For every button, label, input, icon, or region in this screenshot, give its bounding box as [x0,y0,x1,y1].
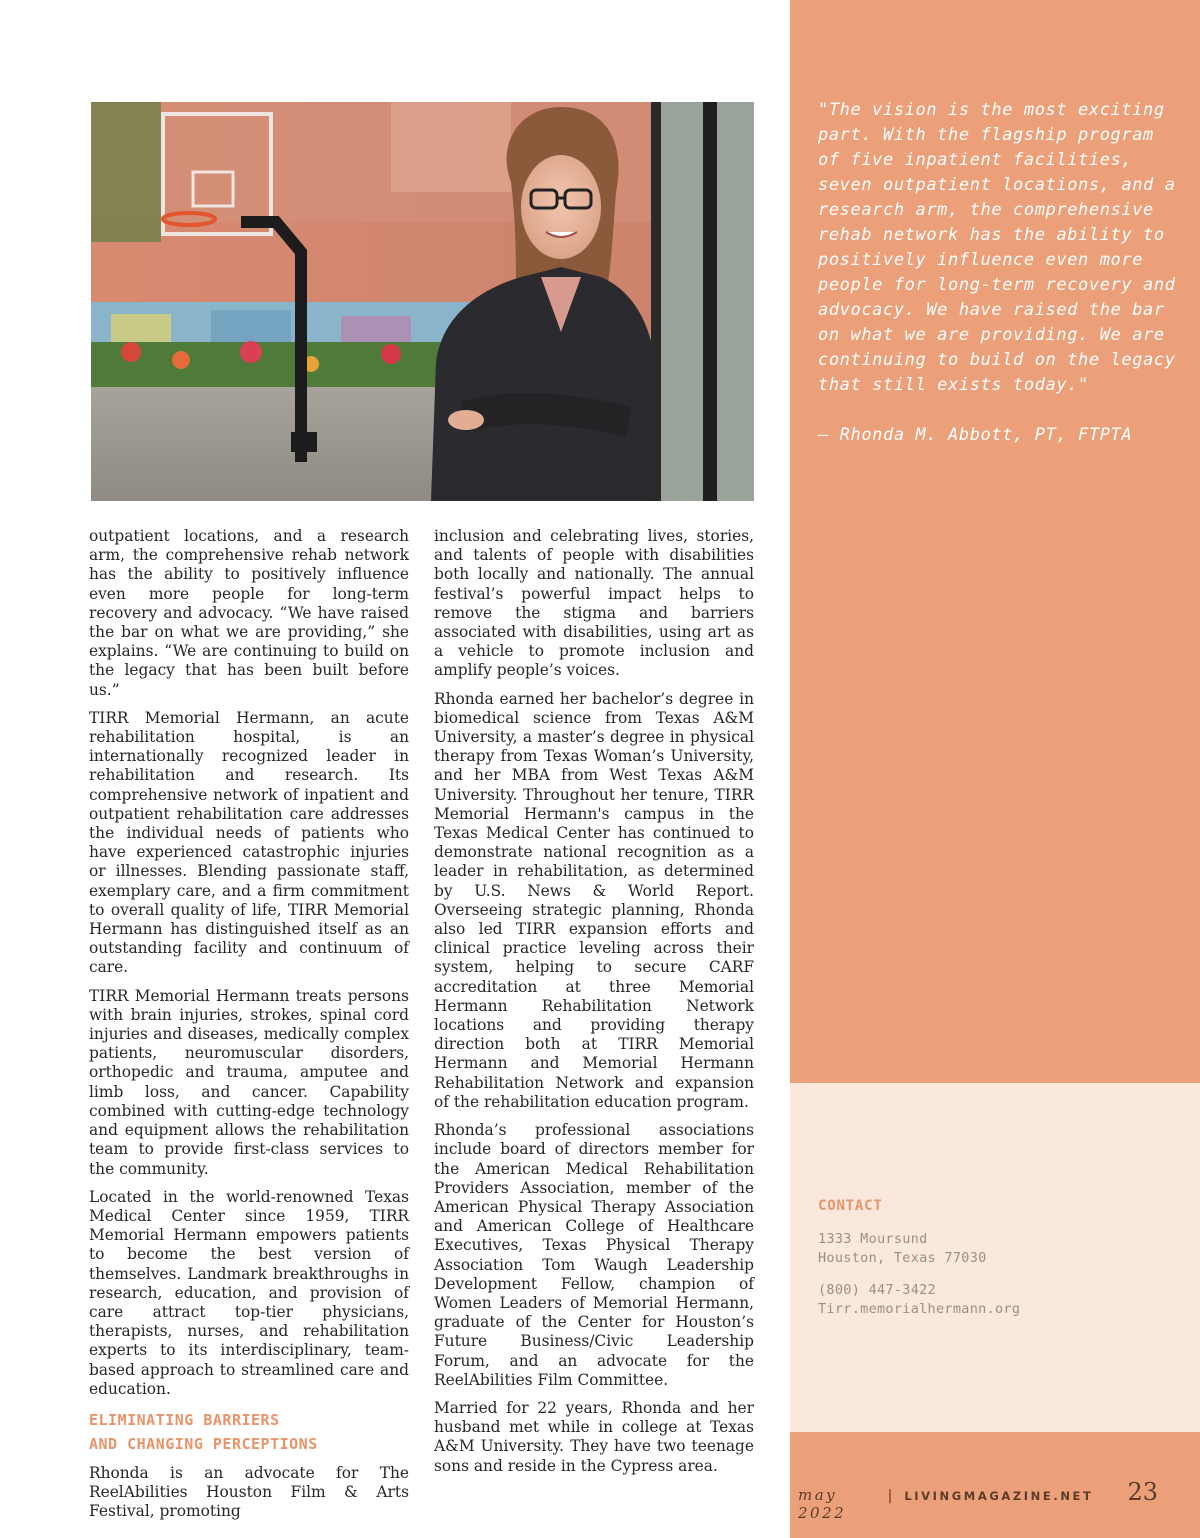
address-line1: 1333 Moursund [818,1231,928,1247]
article-paragraph: outpatient locations, and a research arm, the comprehensive rehab network has the ability to positively influence even more people for long-term recovery and advocacy. “We have raised the bar on what we are providing,” she explains. “We are continuing to build on the legacy that has been built before us.” [89,527,409,699]
portrait-photo [91,102,754,501]
article-paragraph: TIRR Memorial Hermann treats persons with brain injuries, strokes, spinal cord injuries and diseases, medically complex patients, neuromuscular disorders, orthopedic and trauma, amputee and limb loss, and cancer. Capability combined with cutting-edge technology and equipment allows the rehabilitation team to provide first-class services to the community. [89,986,409,1178]
phone-number: (800) 447-3422 [818,1282,936,1298]
pull-quote-attribution: – Rhonda M. Abbott, PT, FTPTA [818,425,1133,445]
photo-illustration [91,102,754,501]
contact-address [818,1230,1158,1268]
article-column-right [434,527,754,1485]
pull-quote-text: "The vision is the most exciting part. With the flagship program of five inpatient facilities, seven outpatient locations, and a research arm, the comprehensive rehab network has the ability to positively influence even more people for long-term recovery and advocacy. We have raised the bar on what we are providing. We are continuing to build on the legacy that still exists today." [818,100,1176,395]
pull-quote [818,98,1178,473]
magazine-site[interactable]: LIVINGMAGAZINE.NET [904,1489,1094,1503]
article-paragraph: Married for 22 years, Rhonda and her husband met while in college at Texas A&M University. They have two teenage sons and reside in the Cypress area. [434,1398,754,1475]
section-heading-line1: ELIMINATING BARRIERS [89,1410,280,1429]
contact-phone-web [818,1281,1158,1319]
article-paragraph: Rhonda is an advocate for The ReelAbilities Houston Film & Arts Festival, promoting [89,1463,409,1521]
page-number: 23 [1127,1478,1158,1506]
article-column-left [89,527,409,1531]
section-heading [89,1408,409,1456]
footer-separator: | [887,1488,893,1504]
website-link[interactable]: Tirr.memorialhermann.org [818,1301,1021,1317]
section-heading-line2: AND CHANGING PERCEPTIONS [89,1434,318,1453]
contact-info [818,1230,1158,1332]
issue-date: may 2022 [798,1486,847,1522]
article-paragraph: Rhonda earned her bachelor’s degree in biomedical science from Texas A&M University, a master’s degree in physical therapy from Texas Woman’s University, and her MBA from West Texas A&M University. Throughout her tenure, TIRR Memorial Hermann's campus in the Texas Medical Center has continued to demonstrate national recognition as a leader in rehabilitation, as determined by U.S. News & World Report. Overseeing strategic planning, Rhonda also led TIRR expansion efforts and clinical practice leveling across their system, helping to secure CARF accreditation at three Memorial Hermann Rehabilitation Network locations and providing therapy direction both at TIRR Memorial Hermann and Memorial Hermann Rehabilitation Network and expansion of the rehabilitation education program. [434,689,754,1111]
article-paragraph: Located in the world-renowned Texas Medical Center since 1959, TIRR Memorial Hermann empowers patients to become the best version of themselves. Landmark breakthroughs in research, education, and provision of care attract top-tier physicians, therapists, nurses, and rehabilitation experts to its interdisciplinary, team-based approach to streamlined care and education. [89,1187,409,1398]
article-paragraph: TIRR Memorial Hermann, an acute rehabilitation hospital, is an internationally recognized leader in rehabilitation and research. Its comprehensive network of inpatient and outpatient rehabilitation care addresses the individual needs of patients who have experienced catastrophic injuries or illnesses. Blending passionate staff, exemplary care, and a firm commitment to overall quality of life, TIRR Memorial Hermann has distinguished itself as an outstanding facility and continuum of care. [89,708,409,977]
contact-heading: CONTACT [818,1198,883,1214]
article-paragraph: inclusion and celebrating lives, stories, and talents of people with disabilities both locally and nationally. The annual festival’s powerful impact helps to remove the stigma and barriers associated with disabilities, using art as a vehicle to promote inclusion and amplify people’s voices. [434,527,754,680]
page-footer [798,1478,1158,1522]
article-paragraph: Rhonda’s professional associations include board of directors member for the American Medical Rehabilitation Providers Association, member of the American Physical Therapy Association and American College of Healthcare Executives, Texas Physical Therapy Association Tom Waugh Leadership Development Fellow, champion of Women Leaders of Memorial Hermann, graduate of the Center for Houston’s Future Business/Civic Leadership Forum, and an advocate for the ReelAbilities Film Committee. [434,1121,754,1389]
address-line2: Houston, Texas 77030 [818,1250,987,1266]
